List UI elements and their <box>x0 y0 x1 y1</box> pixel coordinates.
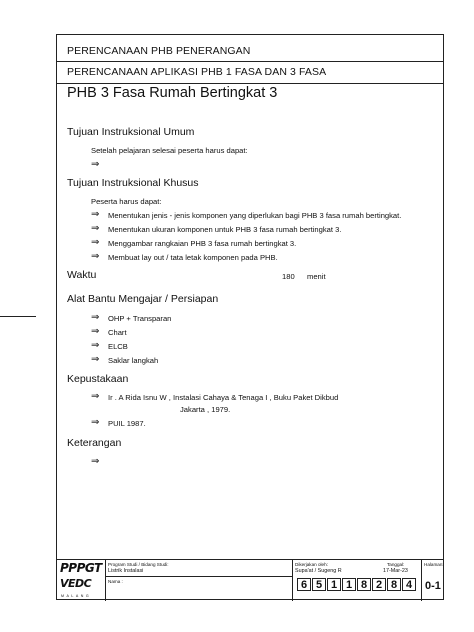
code-digit: 1 <box>327 578 341 591</box>
tik-item: Menggambar rangkaian PHB 3 fasa rumah bertingkat 3. <box>108 239 297 248</box>
alat-item: OHP + Transparan <box>108 314 172 323</box>
alat-arrow-icon: ⇒ <box>91 340 100 351</box>
tik-item: Menentukan ukuran komponen untuk PHB 3 fasa rumah bertingkat 3. <box>108 225 342 234</box>
waktu-unit: menit <box>307 272 326 281</box>
kepustakaan-heading: Kepustakaan <box>67 373 129 385</box>
keterangan-heading: Keterangan <box>67 437 122 449</box>
tik-arrow-icon: ⇒ <box>91 223 100 234</box>
code-digit: 8 <box>357 578 371 591</box>
code-digit: 2 <box>372 578 386 591</box>
tik-arrow-icon: ⇒ <box>91 209 100 220</box>
alat-heading: Alat Bantu Mengajar / Persiapan <box>67 293 219 305</box>
footer-divider <box>292 560 293 601</box>
kepustakaan-arrow-icon: ⇒ <box>91 391 100 402</box>
code-digit: 4 <box>402 578 416 591</box>
tiu-intro: Setelah pelajaran selesai peserta harus dapat: <box>91 146 248 155</box>
binding-margin-mark <box>0 316 36 317</box>
logo-vedc: VEDC <box>60 577 92 590</box>
footer-block <box>57 559 443 601</box>
code-digit: 1 <box>342 578 356 591</box>
alat-item: Saklar langkah <box>108 356 159 365</box>
document-frame <box>56 34 444 600</box>
keterangan-arrow-icon: ⇒ <box>91 456 100 467</box>
tik-arrow-icon: ⇒ <box>91 251 100 262</box>
alat-item: ELCB <box>108 342 128 351</box>
code-digit: 8 <box>387 578 401 591</box>
header-module-title: PERENCANAAN PHB PENERANGAN <box>67 45 251 57</box>
waktu-value: 180 <box>282 272 295 281</box>
footer-divider <box>105 576 292 577</box>
tiu-heading: Tujuan Instruksional Umum <box>67 126 195 138</box>
program-value: Listrik Instalasi <box>108 568 144 574</box>
tik-item: Menentukan jenis - jenis komponen yang diperlukan bagi PHB 3 fasa rumah bertingkat. <box>108 211 402 220</box>
kepustakaan-item-continuation: Jakarta , 1979. <box>180 405 231 414</box>
code-digit: 5 <box>312 578 326 591</box>
alat-arrow-icon: ⇒ <box>91 354 100 365</box>
tiu-arrow-icon: ⇒ <box>91 159 100 170</box>
nama-label: Nama : <box>108 579 123 584</box>
alat-item: Chart <box>108 328 127 337</box>
tik-item: Membuat lay out / tata letak komponen pada PHB. <box>108 253 278 262</box>
alat-arrow-icon: ⇒ <box>91 326 100 337</box>
program-label: Program Studi / Bidang Studi: <box>108 562 169 567</box>
tik-heading: Tujuan Instruksional Khusus <box>67 177 199 189</box>
page-title: PHB 3 Fasa Rumah Bertingkat 3 <box>67 85 278 101</box>
alat-arrow-icon: ⇒ <box>91 312 100 323</box>
page-number: 0-1 <box>425 580 441 592</box>
tanggal-value: 17-Mar-23 <box>383 568 408 574</box>
logo-pppgt: PPPGT <box>60 561 102 575</box>
dikerjakan-value: Supa'at / Sugeng R <box>295 568 342 574</box>
code-digit: 6 <box>297 578 311 591</box>
footer-divider <box>105 560 106 601</box>
halaman-label: Halaman: <box>424 562 444 567</box>
logo-malang: MALANG <box>61 594 92 598</box>
header-submodule-title: PERENCANAAN APLIKASI PHB 1 FASA DAN 3 FASA <box>67 66 327 78</box>
tik-arrow-icon: ⇒ <box>91 237 100 248</box>
dikerjakan-label: Dikerjakan oleh: <box>295 562 328 567</box>
footer-divider <box>421 560 422 601</box>
tik-intro: Peserta harus dapat: <box>91 197 162 206</box>
document-code <box>297 578 417 591</box>
kepustakaan-arrow-icon: ⇒ <box>91 417 100 428</box>
header-divider-2 <box>57 83 443 84</box>
waktu-label: Waktu <box>67 269 97 281</box>
tanggal-label: Tanggal: <box>387 562 405 567</box>
header-divider-1 <box>57 61 443 62</box>
kepustakaan-item: Ir . A Rida Isnu W , Instalasi Cahaya & Tenaga I , Buku Paket Dikbud <box>108 393 339 402</box>
kepustakaan-item: PUIL 1987. <box>108 419 146 428</box>
